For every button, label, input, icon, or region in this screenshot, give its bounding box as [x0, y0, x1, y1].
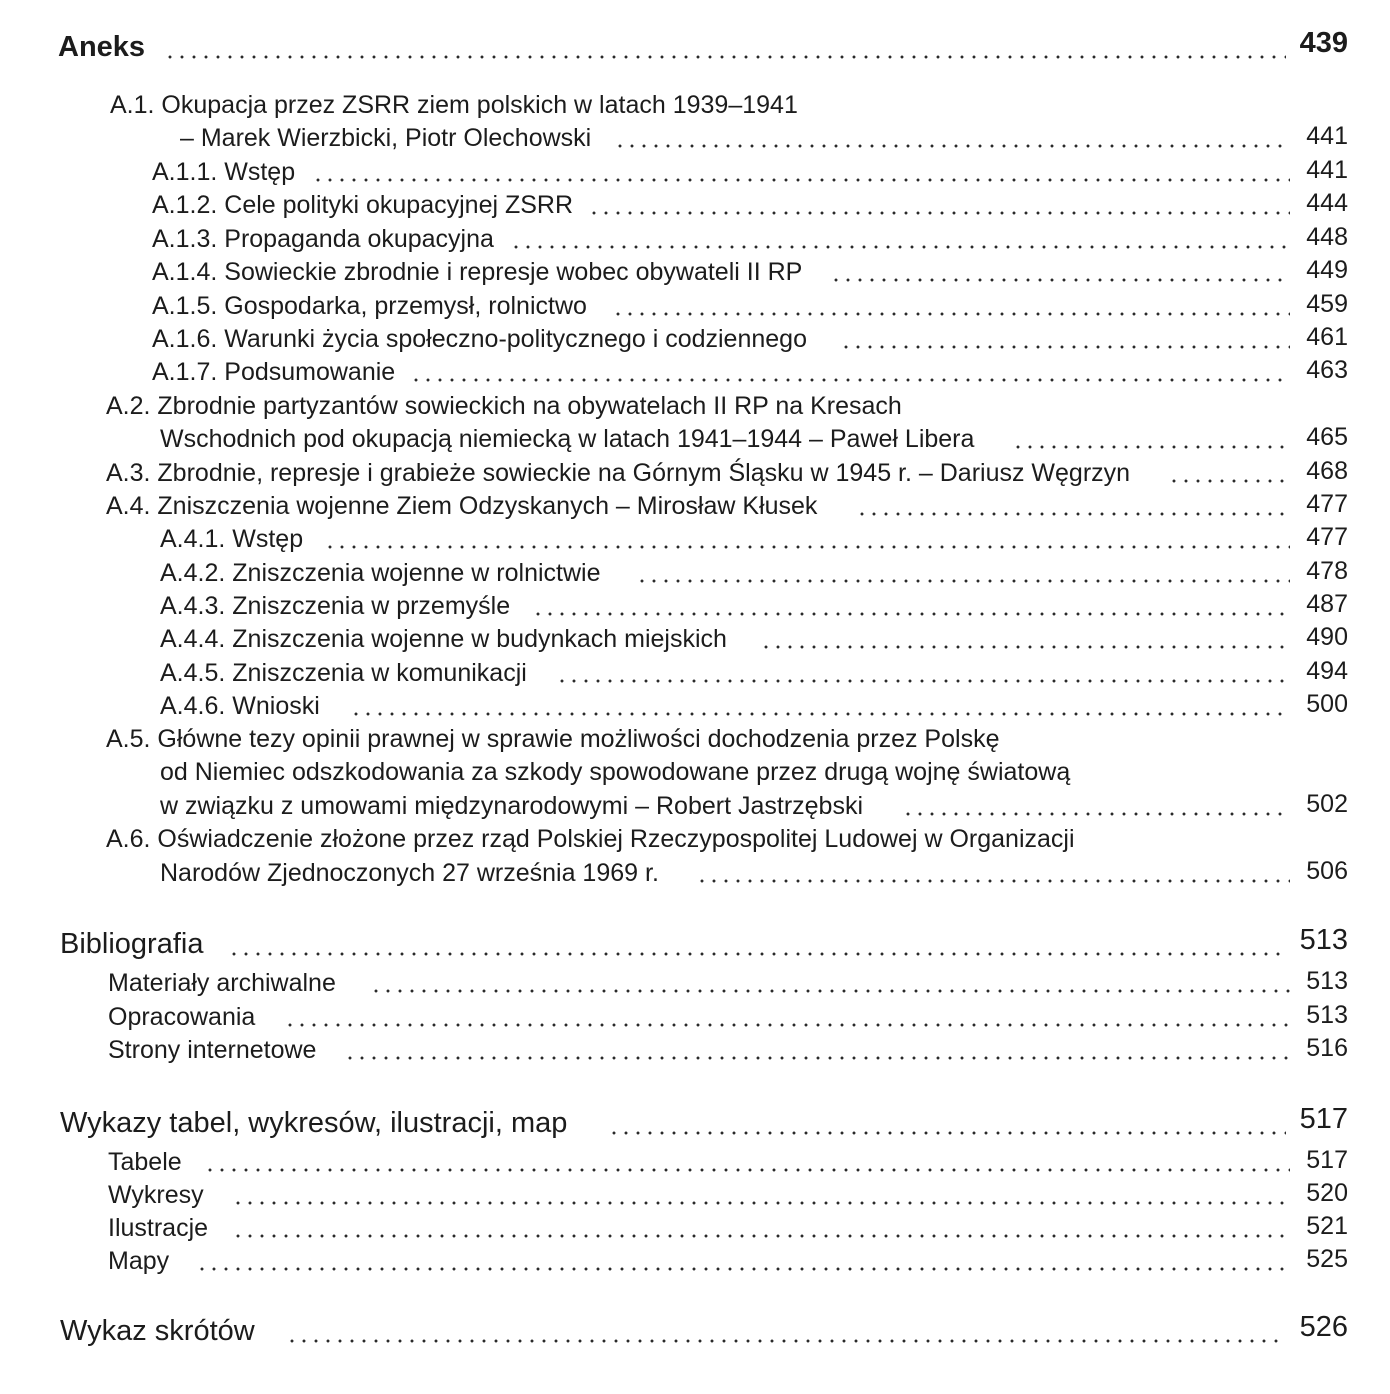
toc-entry-page: 525: [1306, 1245, 1348, 1273]
toc-entry-page: 477: [1306, 523, 1348, 551]
dot-leader: [286, 1339, 1286, 1343]
toc-entry-title: – Marek Wierzbicki, Piotr Olechowski: [180, 124, 592, 152]
toc-entry-mapy[interactable]: [0, 1240, 1390, 1280]
toc-entry-title: A.6. Oświadczenie złożone przez rząd Polskiej Rzeczypospolitej Ludowej w Organizacji: [106, 825, 1075, 853]
toc-entry-title: A.1.5. Gospodarka, przemysł, rolnictwo: [152, 292, 587, 320]
toc-entry-title: Mapy: [108, 1247, 170, 1275]
toc-entry-title: Materiały archiwalne: [108, 969, 336, 997]
dot-leader: [370, 989, 1290, 993]
toc-entry-page: 490: [1306, 623, 1348, 651]
toc-entry-page: 506: [1306, 857, 1348, 885]
toc-entry-title: A.1.4. Sowieckie zbrodnie i represje wobec obywateli II RP: [152, 258, 803, 286]
toc-entry-page: 513: [1299, 924, 1348, 956]
dot-leader: [1012, 445, 1290, 449]
toc-entry-title: Wykresy: [108, 1181, 204, 1209]
toc-entry-page: 463: [1306, 356, 1348, 384]
dot-leader: [350, 712, 1290, 716]
toc-entry-wykazy[interactable]: [0, 1104, 1390, 1144]
dot-leader: [410, 378, 1290, 382]
toc-entry-title: Opracowania: [108, 1003, 256, 1031]
dot-leader: [760, 645, 1290, 649]
toc-entry-title: A.4.4. Zniszczenia wojenne w budynkach miejskich: [160, 625, 727, 653]
toc-entry-page: 526: [1299, 1311, 1348, 1343]
toc-entry-page: 513: [1306, 967, 1348, 995]
dot-leader: [228, 952, 1286, 956]
toc-entry-page: 516: [1306, 1034, 1348, 1062]
toc-entry-title: od Niemiec odszkodowania za szkody spowodowane przez drugą wojnę światową: [160, 758, 1071, 786]
toc-entry-page: 517: [1299, 1103, 1348, 1135]
toc-entry-title: A.3. Zbrodnie, represje i grabieże sowieckie na Górnym Śląsku w 1945 r. – Dariusz Węgrzyn: [106, 459, 1131, 487]
toc-entry-title: A.4. Zniszczenia wojenne Ziem Odzyskanych – Mirosław Kłusek: [106, 492, 818, 520]
toc-entry-title: A.1.3. Propaganda okupacyjna: [152, 225, 494, 253]
toc-entry-page: 487: [1306, 590, 1348, 618]
dot-leader: [902, 812, 1290, 816]
dot-leader: [696, 879, 1290, 883]
dot-leader: [164, 55, 1286, 59]
toc-entry-title: A.4.6. Wnioski: [160, 692, 320, 720]
toc-entry-page: 465: [1306, 423, 1348, 451]
toc-entry-title: Wykazy tabel, wykresów, ilustracji, map: [60, 1107, 568, 1139]
toc-entry-title: A.4.3. Zniszczenia w przemyśle: [160, 592, 511, 620]
toc-entry-title: A.1.2. Cele polityki okupacyjnej ZSRR: [152, 191, 574, 219]
toc-entry-title: Narodów Zjednoczonych 27 września 1969 r.: [160, 859, 659, 887]
toc-entry-strony[interactable]: [0, 1029, 1390, 1069]
toc-entry-aneks[interactable]: [0, 28, 1390, 68]
toc-entry-page: 448: [1306, 223, 1348, 251]
toc-entry-page: 477: [1306, 490, 1348, 518]
dot-leader: [608, 1131, 1286, 1135]
toc-entry-title: A.1. Okupacja przez ZSRR ziem polskich w latach 1939–1941: [110, 91, 798, 119]
dot-leader: [588, 211, 1290, 215]
dot-leader: [196, 1267, 1290, 1271]
toc-entry-page: 478: [1306, 557, 1348, 585]
dot-leader: [204, 1168, 1290, 1172]
dot-leader: [636, 579, 1290, 583]
toc-entry-title: Wschodnich pod okupacją niemiecką w latach 1941–1944 – Paweł Libera: [160, 425, 975, 453]
dot-leader: [556, 679, 1290, 683]
dot-leader: [856, 512, 1290, 516]
toc-entry-skroty[interactable]: [0, 1312, 1390, 1352]
toc-entry-page: 517: [1306, 1146, 1348, 1174]
dot-leader: [840, 345, 1290, 349]
toc-entry-page: 449: [1306, 256, 1348, 284]
toc-entry-title: A.4.2. Zniszczenia wojenne w rolnictwie: [160, 559, 601, 587]
dot-leader: [232, 1234, 1290, 1238]
toc-entry-page: 468: [1306, 457, 1348, 485]
toc-entry-bibliografia[interactable]: [0, 925, 1390, 965]
toc-entry-title: Aneks: [58, 31, 146, 63]
toc-entry-page: 441: [1306, 156, 1348, 184]
toc-entry-title: Wykaz skrótów: [60, 1315, 255, 1347]
dot-leader: [532, 612, 1290, 616]
toc-entry-title: Tabele: [108, 1148, 182, 1176]
toc-entry-title: A.2. Zbrodnie partyzantów sowieckich na obywatelach II RP na Kresach: [106, 392, 902, 420]
dot-leader: [344, 1056, 1290, 1060]
toc-entry-page: 513: [1306, 1001, 1348, 1029]
toc-entry-page: 444: [1306, 189, 1348, 217]
toc-entry-page: 502: [1306, 790, 1348, 818]
toc-entry-page: 494: [1306, 657, 1348, 685]
toc-entry-page: 500: [1306, 690, 1348, 718]
toc-entry-title: A.5. Główne tezy opinii prawnej w sprawie możliwości dochodzenia przez Polskę: [106, 725, 1000, 753]
toc-entry-page: 521: [1306, 1212, 1348, 1240]
toc-entry-title: Ilustracje: [108, 1214, 209, 1242]
dot-leader: [830, 278, 1290, 282]
dot-leader: [510, 245, 1290, 249]
toc-entry-title: A.1.6. Warunki życia społeczno-politycznego i codziennego: [152, 325, 807, 353]
dot-leader: [1168, 479, 1290, 483]
dot-leader: [324, 545, 1290, 549]
toc-entry-title: Strony internetowe: [108, 1036, 317, 1064]
toc-entry-page: 459: [1306, 290, 1348, 318]
toc-entry-page: 461: [1306, 323, 1348, 351]
toc-entry-page: 441: [1306, 122, 1348, 150]
toc-entry-page: 439: [1299, 27, 1348, 59]
dot-leader: [312, 178, 1290, 182]
toc-entry-a6-line2[interactable]: [0, 852, 1390, 892]
dot-leader: [614, 144, 1290, 148]
toc-entry-title: w związku z umowami międzynarodowymi – Robert Jastrzębski: [160, 792, 864, 820]
toc-entry-title: A.1.7. Podsumowanie: [152, 358, 396, 386]
dot-leader: [284, 1023, 1290, 1027]
toc-entry-title: A.1.1. Wstęp: [152, 158, 296, 186]
toc-entry-title: A.4.1. Wstęp: [160, 525, 304, 553]
dot-leader: [232, 1201, 1290, 1205]
dot-leader: [612, 312, 1290, 316]
toc-entry-title: A.4.5. Zniszczenia w komunikacji: [160, 659, 527, 687]
toc-entry-title: Bibliografia: [60, 928, 204, 960]
toc-entry-page: 520: [1306, 1179, 1348, 1207]
